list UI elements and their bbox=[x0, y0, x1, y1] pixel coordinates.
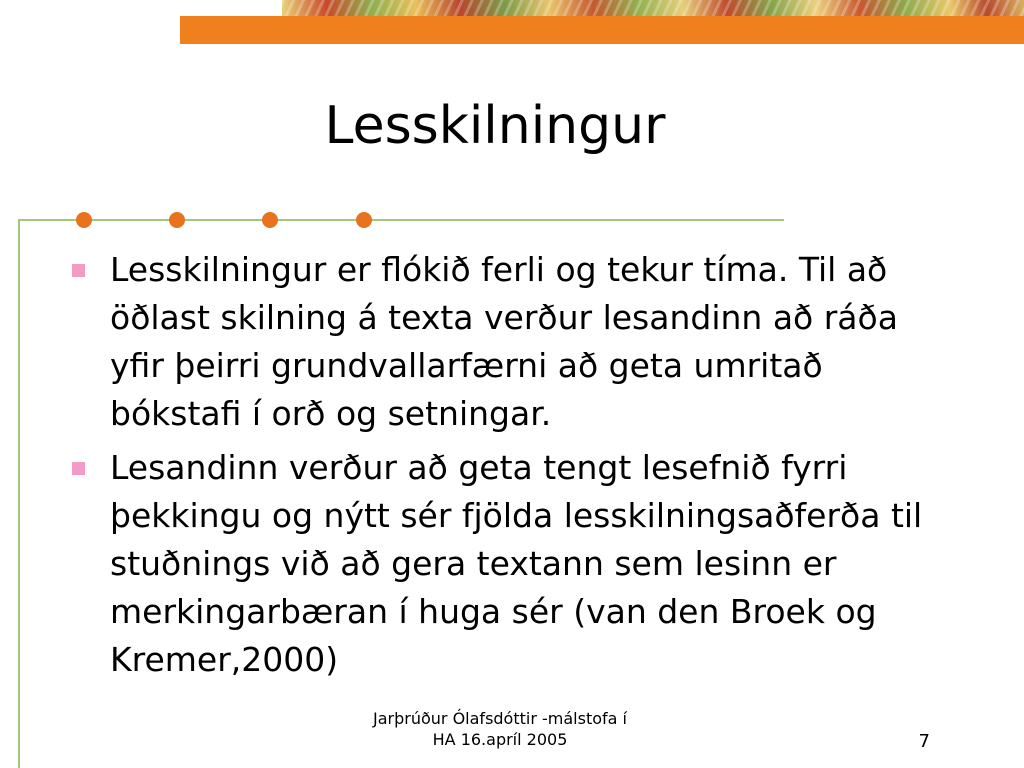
bullet-text: Lesandinn verður að geta tengt lesefnið fyrri þekkingu og nýtt sér fjölda lesskilningsaðferða til stuðnings við að gera textann sem lesinn er merkingarbæran í huga sér (van den Broek og Kremer,2000) bbox=[110, 448, 923, 679]
decorative-dot bbox=[356, 212, 372, 228]
bullet-text: Lesskilningur er flókið ferli og tekur tíma. Til að öðlast skilning á texta verður lesandinn að ráða yfir þeirri grundvallarfærni að geta umritað bókstafi í orð og setningar. bbox=[110, 250, 898, 433]
frame-vertical-line bbox=[18, 219, 20, 768]
decorative-dot bbox=[169, 212, 185, 228]
bullet-item bbox=[70, 246, 930, 438]
bullet-list bbox=[70, 246, 930, 690]
decorative-dot bbox=[76, 212, 92, 228]
footer-caption bbox=[320, 708, 680, 750]
decorative-dot bbox=[262, 212, 278, 228]
bullet-item bbox=[70, 444, 930, 684]
footer-line-2: HA 16.apríl 2005 bbox=[432, 730, 568, 749]
slide-title: Lesskilningur bbox=[324, 96, 666, 156]
bullet-square-icon bbox=[72, 264, 85, 277]
header-photo-texture bbox=[282, 0, 1024, 16]
header-orange-bar bbox=[180, 16, 1024, 44]
bullet-square-icon bbox=[72, 462, 85, 475]
header-white-gap bbox=[180, 0, 282, 16]
footer-line-1: Jarþrúður Ólafsdóttir -málstofa í bbox=[373, 709, 627, 728]
page-number: 7 bbox=[918, 731, 930, 752]
frame-horizontal-line bbox=[18, 219, 784, 221]
